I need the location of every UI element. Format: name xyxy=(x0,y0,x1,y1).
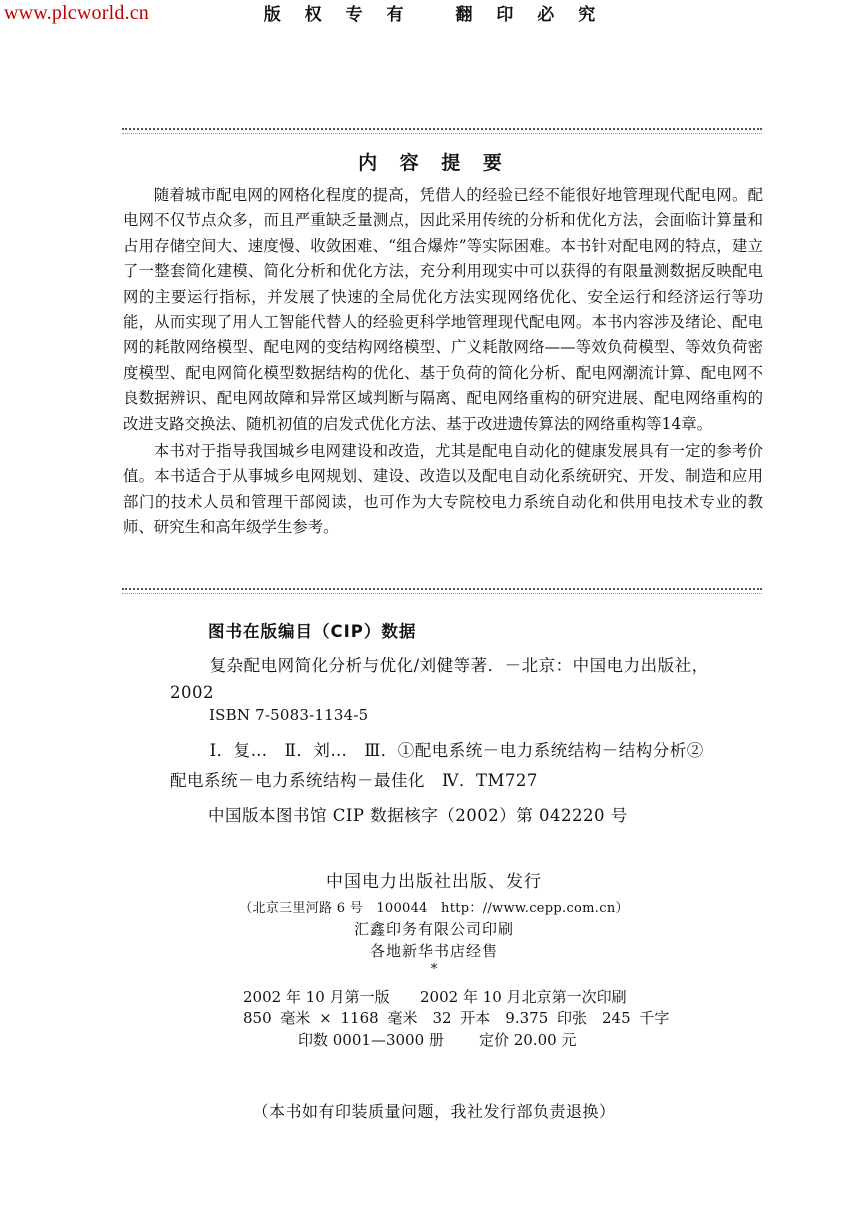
cip-classification: Ⅰ．复… Ⅱ．刘… Ⅲ．①配电系统－电力系统结构－结构分析②配电系统－电力系统结构－最佳化 Ⅳ．TM727 xyxy=(170,741,704,790)
price: 定价 20.00 元 xyxy=(479,1031,577,1049)
distributor: 各地新华书店经售 xyxy=(369,942,498,960)
cip-title: 图书在版编目（CIP）数据 xyxy=(208,622,417,641)
copyright-left: 版 权 专 有 xyxy=(263,5,413,25)
printer-name: 汇鑫印务有限公司印刷 xyxy=(353,920,514,938)
abstract-paragraph-2: 本书对于指导我国城乡电网建设和改造，尤其是配电自动化的健康发展具有一定的参考价值。本书适合于从事城乡电网规划、建设、改造以及配电自动化系统研究、开发、制造和应用部门的技术人员和管理干部阅读，也可作为大专院校电力系统自动化和供用电技术专业的教师、研究生和高年级学生参考。 xyxy=(123,442,763,537)
printing-info: 2002 年 10 月北京第一次印刷 xyxy=(420,988,627,1006)
edition-info: 2002 年 10 月第一版 xyxy=(243,988,390,1006)
print-run: 印数 0001—3000 册 xyxy=(298,1031,444,1049)
abstract-body xyxy=(123,183,763,541)
publisher-address: （北京三里河路 6 号 100044 http：//www.cepp.com.cn） xyxy=(239,901,629,916)
top-dotted-rule xyxy=(122,128,762,134)
abstract-paragraph-1: 随着城市配电网的网格化程度的提高，凭借人的经验已经不能很好地管理现代配电网。配电网不仅节点众多，而且严重缺乏量测点，因此采用传统的分析和优化方法，会面临计算量和占用存储空间大、速度慢、收敛困难、“组合爆炸”等实际困难。本书针对配电网的特点，建立了一整套简化建模、简化分析和优化方法，充分利用现实中可以获得的有限量测数据反映配电网的主要运行指标，并发展了快速的全局优化方法实现网络优化、安全运行和经济运行等功能，从而实现了用人工智能代替人的经验更科学地管理现代配电网。本书内容涉及绪论、配电网的耗散网络模型、配电网的变结构网络模型、广义耗散网络——等效负荷模型、等效负荷密度模型、配电网简化模型数据结构的优化、基于负荷的简化分析、配电网潮流计算、配电网不良数据辨识、配电网故障和异常区域判断与隔离、配电网络重构的研究进展、配电网络重构的改进支路交换法、随机初值的启发式优化方法、基于改进遗传算法的网络重构等14章。 xyxy=(123,186,763,433)
bottom-dotted-rule xyxy=(122,588,762,594)
separator-star: * xyxy=(430,962,438,977)
cip-record-number: 中国版本图书馆 CIP 数据核字（2002）第 042220 号 xyxy=(208,806,628,825)
cip-isbn: ISBN 7-5083-1134-5 xyxy=(209,706,369,724)
publisher-name: 中国电力出版社出版、发行 xyxy=(326,872,542,892)
return-notice: （本书如有印装质量问题，我社发行部负责退换） xyxy=(252,1102,616,1121)
watermark-url: www.plcworld.cn xyxy=(4,2,150,24)
cip-description: 复杂配电网简化分析与优化/刘健等著．－北京：中国电力出版社，2002 xyxy=(170,656,709,702)
copyright-right: 翻 印 必 究 xyxy=(455,5,605,25)
format-info: 850 毫米 × 1168 毫米 32 开本 9.375 印张 245 千字 xyxy=(243,1009,670,1027)
abstract-heading: 内 容 提 要 xyxy=(358,152,510,174)
